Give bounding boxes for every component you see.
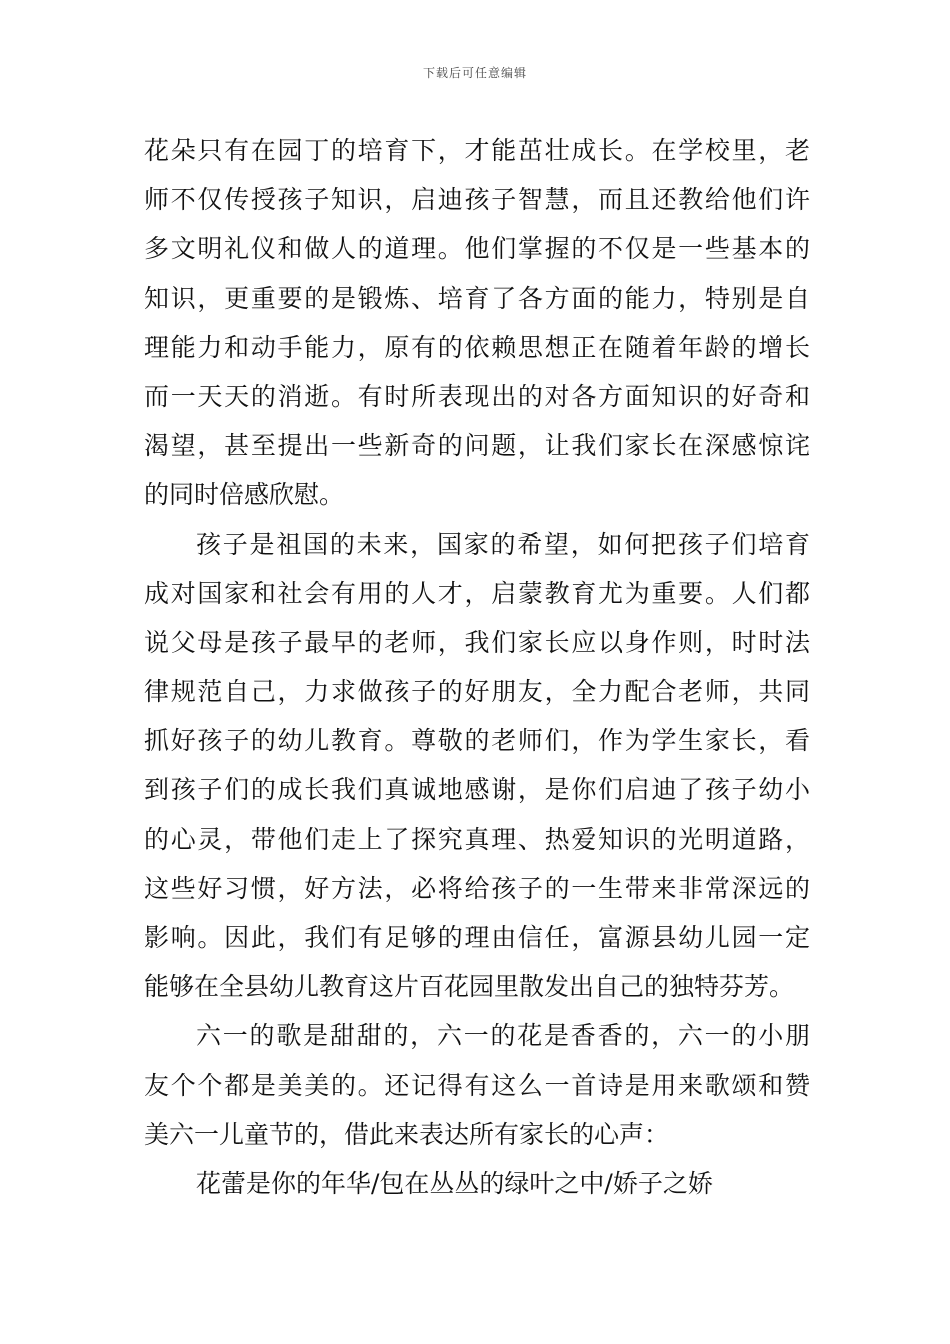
text-line: 友个个都是美美的。还记得有这么一首诗是用来歌颂和赞 — [144, 1070, 810, 1100]
text-line: 师不仅传授孩子知识，启迪孩子智慧，而且还教给他们许 — [144, 185, 810, 215]
document-body — [144, 126, 810, 1208]
text-line: 的同时倍感欣慰。 — [144, 480, 345, 510]
header-note: 下载后可任意编辑 — [422, 66, 527, 80]
text-line: 这些好习惯，好方法，必将给孩子的一生带来非常深远的 — [144, 873, 810, 903]
text-line: 六一的歌是甜甜的，六一的花是香香的，六一的小朋 — [196, 1021, 810, 1051]
text-line: 成对国家和社会有用的人才，启蒙教育尤为重要。人们都 — [144, 578, 810, 608]
text-line: 而一天天的消逝。有时所表现出的对各方面知识的好奇和 — [144, 381, 810, 411]
text-line: 渴望，甚至提出一些新奇的问题，让我们家长在深感惊诧 — [144, 431, 810, 461]
text-line: 美六一儿童节的，借此来表达所有家长的心声： — [144, 1119, 670, 1149]
text-line: 理能力和动手能力，原有的依赖思想正在随着年龄的增长 — [144, 332, 810, 362]
text-line: 知识，更重要的是锻炼、培育了各方面的能力，特别是自 — [144, 283, 810, 313]
text-line: 影响。因此，我们有足够的理由信任，富源县幼儿园一定 — [144, 923, 810, 952]
text-line: 孩子是祖国的未来，国家的希望，如何把孩子们培育 — [196, 529, 810, 559]
text-line: 能够在全县幼儿教育这片百花园里散发出自己的独特芬芳。 — [144, 972, 795, 1002]
text-line: 的心灵，带他们走上了探究真理、热爱知识的光明道路， — [144, 824, 810, 854]
text-line: 多文明礼仪和做人的道理。他们掌握的不仅是一些基本的 — [144, 234, 810, 264]
text-line: 抓好孩子的幼儿教育。尊敬的老师们，作为学生家长，看 — [144, 726, 810, 756]
text-line: 到孩子们的成长我们真诚地感谢，是你们启迪了孩子幼小 — [144, 775, 810, 805]
text-line: 花朵只有在园丁的培育下，才能茁壮成长。在学校里，老 — [144, 136, 810, 165]
text-line: 说父母是孩子最早的老师，我们家长应以身作则，时时法 — [144, 627, 810, 657]
text-line: 花蕾是你的年华/包在丛丛的绿叶之中/娇子之娇 — [196, 1168, 713, 1198]
text-line: 律规范自己，力求做孩子的好朋友，全力配合老师，共同 — [144, 677, 810, 707]
